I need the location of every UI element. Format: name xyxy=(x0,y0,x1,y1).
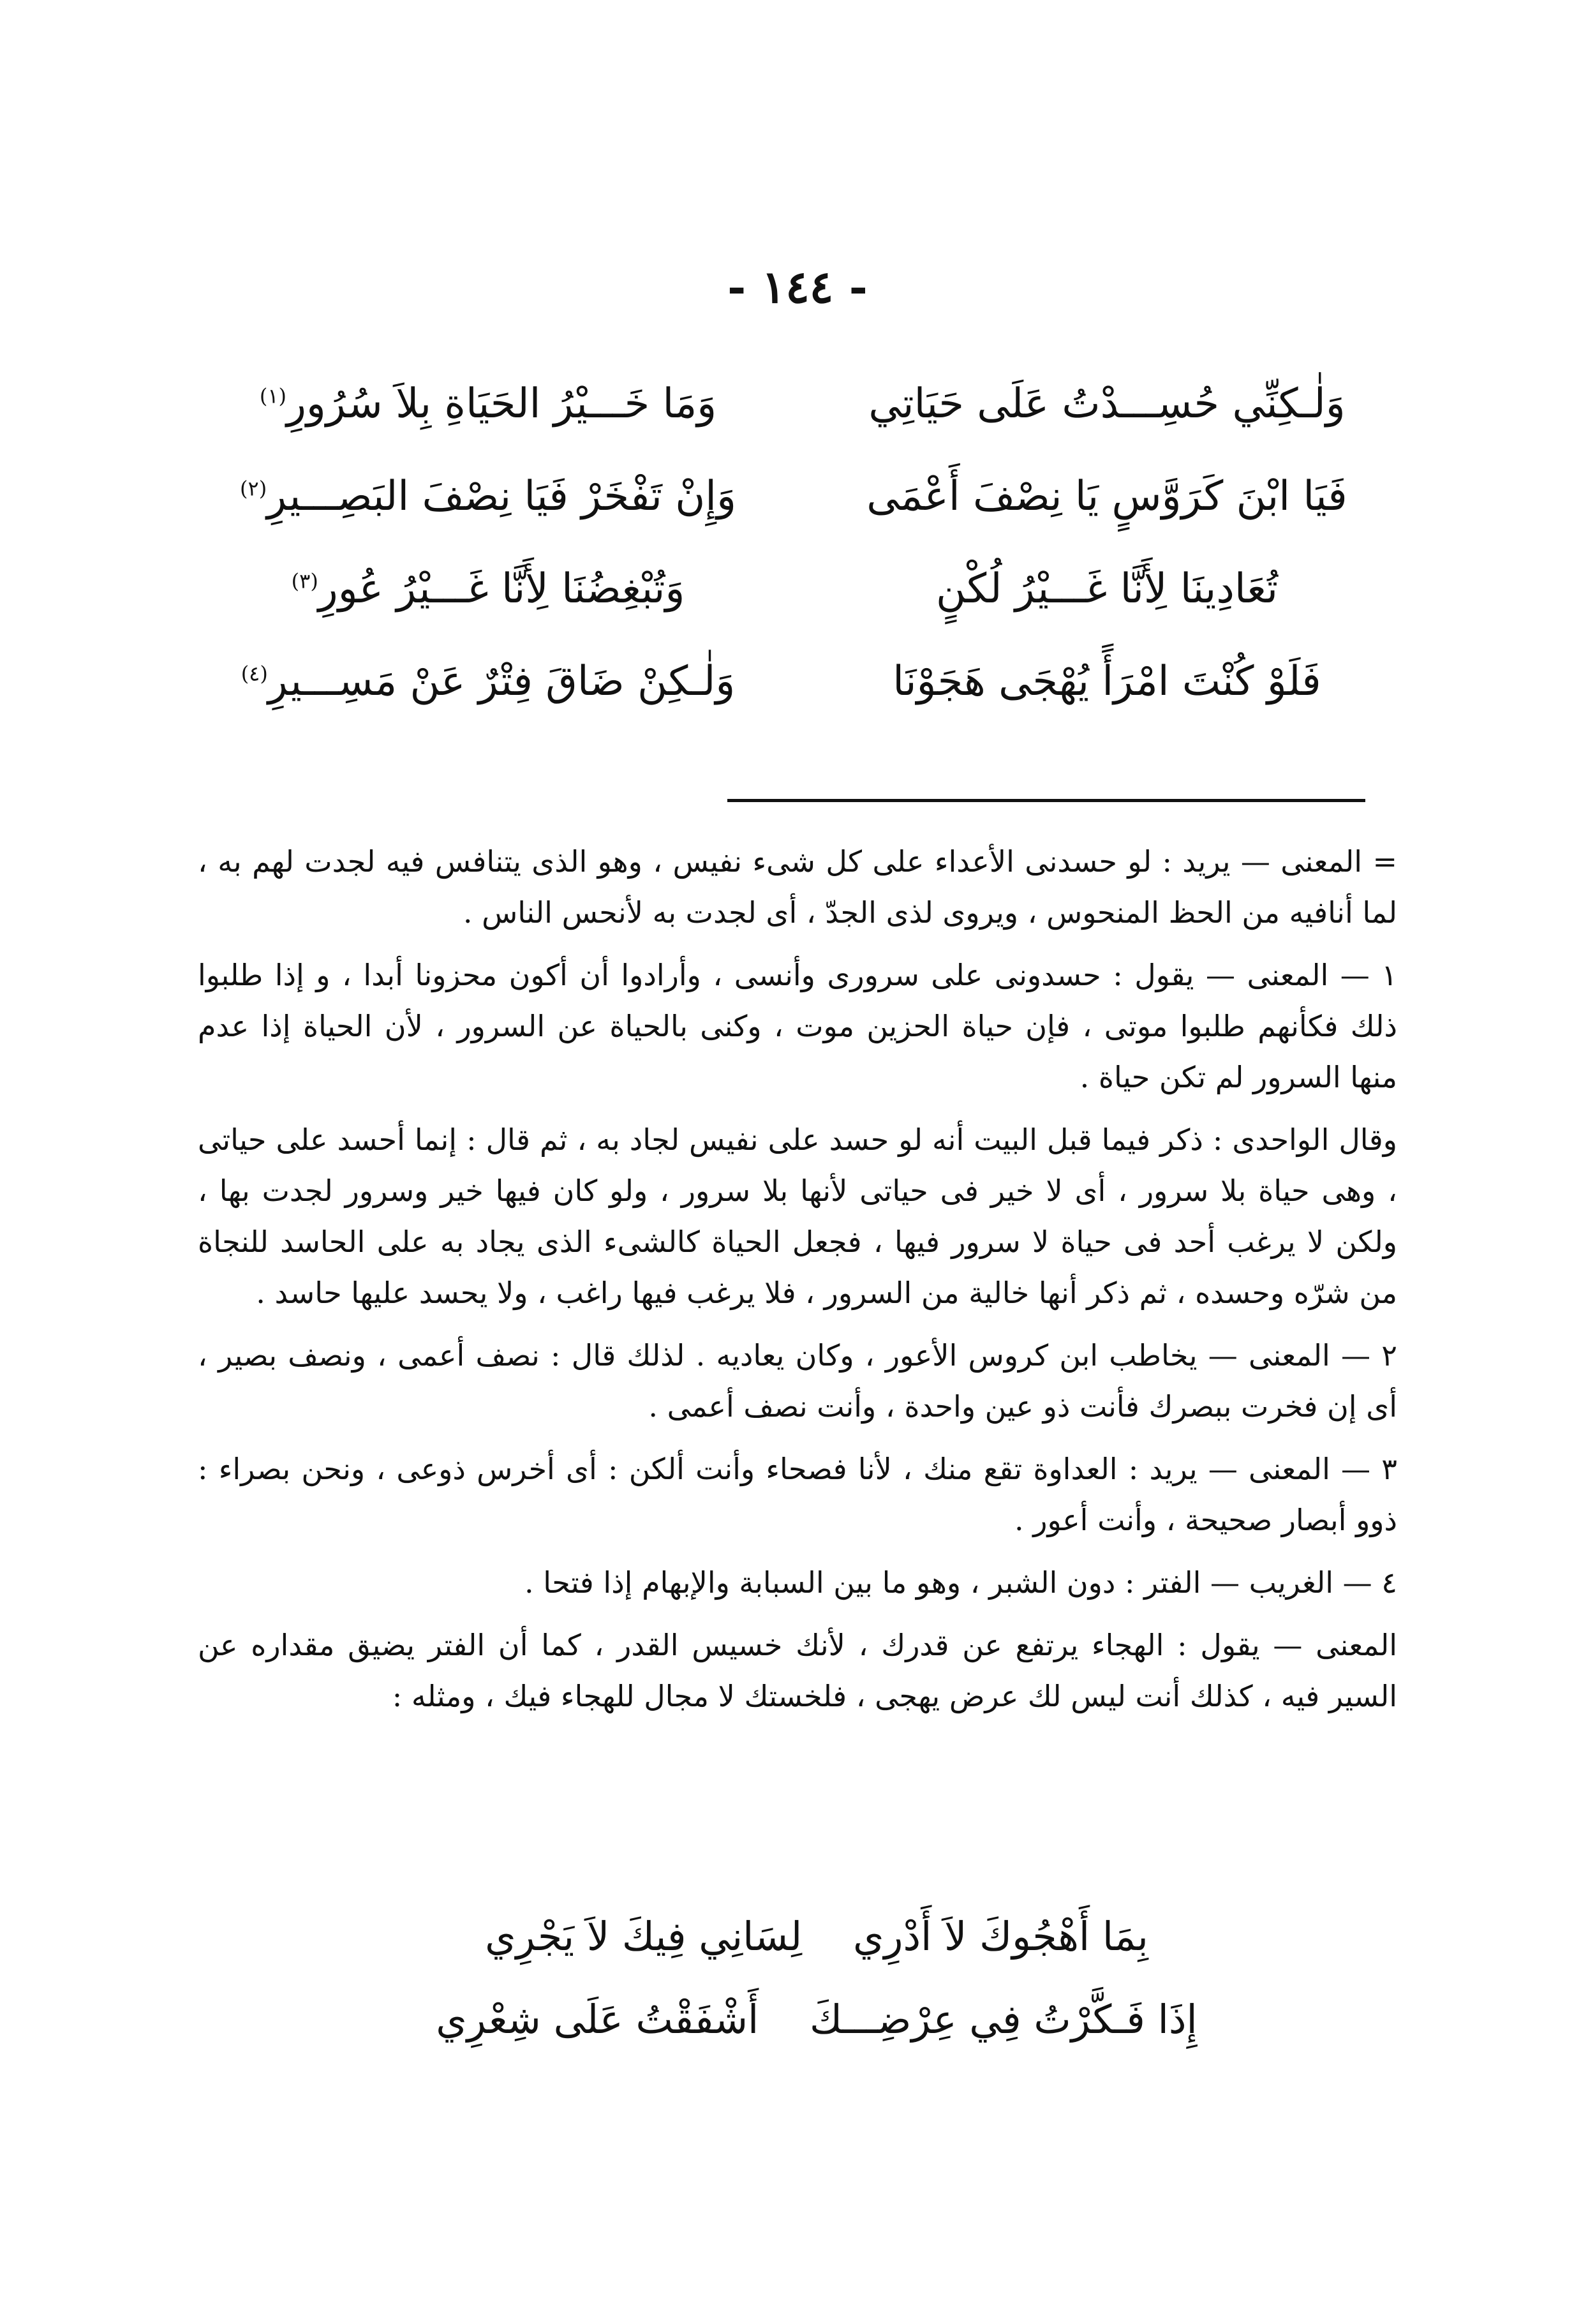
poem-hemistich-first: تُعَادِينَا لِأَنَّا غَـــيْرُ لُكْنٍ xyxy=(935,565,1279,613)
couplet-hemistich-second: لِسَانِي فِيكَ لاَ يَجْرِي xyxy=(485,1913,803,1960)
couplet-line xyxy=(370,1895,1263,1978)
poem-line xyxy=(211,635,1359,727)
commentary-paragraph: المعنى — يقول : الهجاء يرتفع عن قدرك ، لأنك خسيس القدر ، كما أن الفتر يضيق مقداره عن السير فيه ، كذلك أنت ليس لك عرض يهجى ، فلخستك لا مجال للهجاء فيك ، ومثله : xyxy=(198,1628,1397,1713)
couplet-line xyxy=(370,1978,1263,2061)
commentary-paragraph: ٣ — المعنى — يريد : العداوة تقع منك ، لأنا فصحاء وأنت ألكن : أى أخرس ذوعى ، ونحن بصراء : ذوو أبصار صحيحة ، وأنت أعور . xyxy=(198,1452,1397,1537)
poem xyxy=(211,357,1359,727)
poem-hemistich-second: وَلٰـكِنْ ضَاقَ فِتْرٌ عَنْ مَسِـــيرِ$^{(٤)}$ xyxy=(241,657,736,705)
commentary-paragraph: ١ — المعنى — يقول : حسدونى على سرورى وأنسى ، وأرادوا أن أكون محزونا أبدا ، و إذا طلبوا ذلك فكأنهم طلبوا موتى ، فإن حياة الحزين موت ، وكنى بالحياة عن السرور ، لأن الحياة إذا عدم منها السرور لم تكن حياة . xyxy=(198,958,1397,1094)
poem-hemistich-first: فَيَا ابْنَ كَرَوَّسٍ يَا نِصْفَ أَعْمَى xyxy=(866,472,1347,520)
footnote-marker: (٤) xyxy=(241,661,268,686)
couplet-hemistich-first: بِمَا أَهْجُوكَ لاَ أَدْرِي xyxy=(852,1913,1148,1960)
footnote-divider xyxy=(727,799,1365,802)
page-number: - ١٤٤ - xyxy=(727,260,868,313)
poem-hemistich-first: فَلَوْ كُنْتَ امْرَأً يُهْجَى هَجَوْنَا xyxy=(893,657,1321,705)
footnote-marker: (١) xyxy=(259,384,286,408)
poem-line xyxy=(211,357,1359,450)
poem-hemistich-second: وَمَا خَـــيْرُ الحَيَاةِ بِلاَ سُرُورِ$^{(١)}$ xyxy=(259,380,717,428)
poem-line xyxy=(211,450,1359,542)
poem-line xyxy=(211,542,1359,635)
commentary-paragraph: ٤ — الغريب — الفتر : دون الشبر ، وهو ما بين السبابة والإبهام إذا فتحا . xyxy=(524,1565,1397,1600)
commentary-paragraph: ٢ — المعنى — يخاطب ابن كروس الأعور ، وكان يعاديه . لذلك قال : نصف أعمى ، ونصف بصير ، أى إن فخرت ببصرك فأنت ذو عين واحدة ، وأنت نصف أعمى . xyxy=(198,1338,1397,1424)
quoted-couplet xyxy=(370,1895,1263,2061)
commentary-paragraph: = المعنى — يريد : لو حسدنى الأعداء على كل شىء نفيس ، وهو الذى يتنافس فيه لجدت لهم به ، لما أنافيه من الحظ المنحوس ، ويروى لذى الجدّ ، أى لجدت به لأنحس الناس . xyxy=(198,844,1397,930)
footnote-marker: (٣) xyxy=(291,569,318,593)
commentary-paragraph: وقال الواحدى : ذكر فيما قبل البيت أنه لو حسد على نفيس لجاد به ، ثم قال : إنما أحسد على حياتى ، وهى حياة بلا سرور ، أى لا خير فى حياتى لأنها بلا سرور ، ولو كان فيها خير وسرور لجدت بها ، ولكن لا يرغب أحد فى حياة لا سرور فيها ، فجعل الحياة كالشىء الذى يجاد به على الحاسد للنجاة من شرّه وحسده ، ثم ذكر أنها خالية من السرور ، فلا يرغب فيها راغب ، ولا يحسد عليها حاسد . xyxy=(198,1122,1397,1310)
couplet-hemistich-first: إِذَا فَـكَّرْتُ فِي عِرْضِـــكَ xyxy=(810,1996,1198,2043)
poem-hemistich-second: وَإِنْ تَفْخَرْ فَيَا نِصْفَ البَصِـــيرِ$^{(٢)}$ xyxy=(240,472,736,520)
couplet-hemistich-second: أَشْفَقْتُ عَلَى شِعْرِي xyxy=(436,1996,759,2043)
poem-hemistich-second: وَتُبْغِضُنَا لِأَنَّا غَـــيْرُ عُورِ$^{(٣)}$ xyxy=(291,565,685,613)
poem-hemistich-first: وَلٰـكِنِّي حُسِـــدْتُ عَلَى حَيَاتِي xyxy=(868,380,1346,428)
commentary xyxy=(198,836,1397,1733)
footnote-marker: (٢) xyxy=(240,476,267,501)
